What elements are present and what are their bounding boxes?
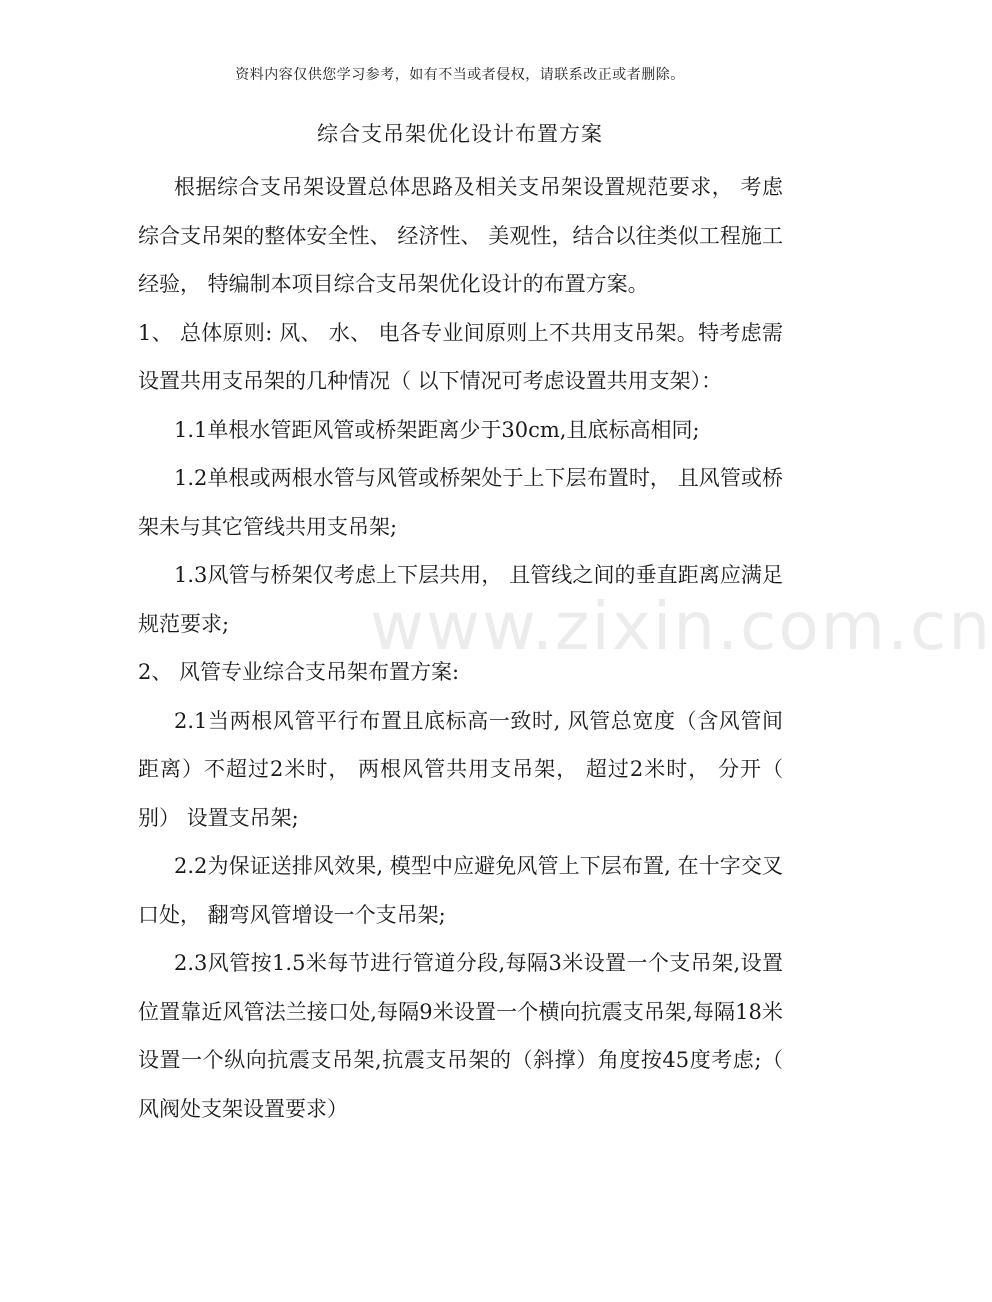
- document-body: [138, 163, 783, 1133]
- clause-2-3: 2.3风管按1.5米每节进行管道分段,每隔3米设置一个支吊架,设置位置靠近风管法兰接口处,每隔9米设置一个横向抗震支吊架,每隔18米设置一个纵向抗震支吊架,抗震支吊架的（斜撑）角度按45度考虑;（ 风阀处支架设置要求）: [138, 951, 783, 1121]
- clause-1-3: 1.3风管与桥架仅考虑上下层共用， 且管线之间的垂直距离应满足规范要求;: [138, 563, 783, 636]
- intro-paragraph: 根据综合支吊架设置总体思路及相关支吊架设置规范要求， 考虑综合支吊架的整体安全性、 经济性、 美观性，结合以往类似工程施工经验， 特编制本项目综合支吊架优化设计的布置方案。: [138, 175, 783, 296]
- document-title: 综合支吊架优化设计布置方案: [317, 122, 603, 146]
- clause-1-2: 1.2单根或两根水管与风管或桥架处于上下层布置时， 且风管或桥架未与其它管线共用支吊架;: [138, 466, 783, 539]
- section-2-heading: 2、 风管专业综合支吊架布置方案:: [138, 660, 460, 684]
- watermark: www.zixin.com.cn: [370, 588, 992, 665]
- section-1-paragraph: 1、 总体原则: 风、 水、 电各专业间原则上不共用支吊架。特考虑需设置共用支吊架的几种情况（ 以下情况可考虑设置共用支架）：: [138, 320, 783, 393]
- header-disclaimer: 资料内容仅供您学习参考，如有不当或者侵权，请联系改正或者删除。: [235, 67, 685, 83]
- clause-2-1: 2.1当两根风管平行布置且底标高一致时, 风管总宽度（含风管间距离）不超过2米时， 两根风管共用支吊架， 超过2米时， 分开（ 别） 设置支吊架;: [138, 708, 783, 830]
- clause-1-1: 1.1单根水管距风管或桥架距离少于30cm,且底标高相同;: [174, 417, 700, 442]
- clause-2-2: 2.2为保证送排风效果, 模型中应避免风管上下层布置, 在十字交叉口处， 翻弯风管增设一个支吊架;: [138, 854, 783, 927]
